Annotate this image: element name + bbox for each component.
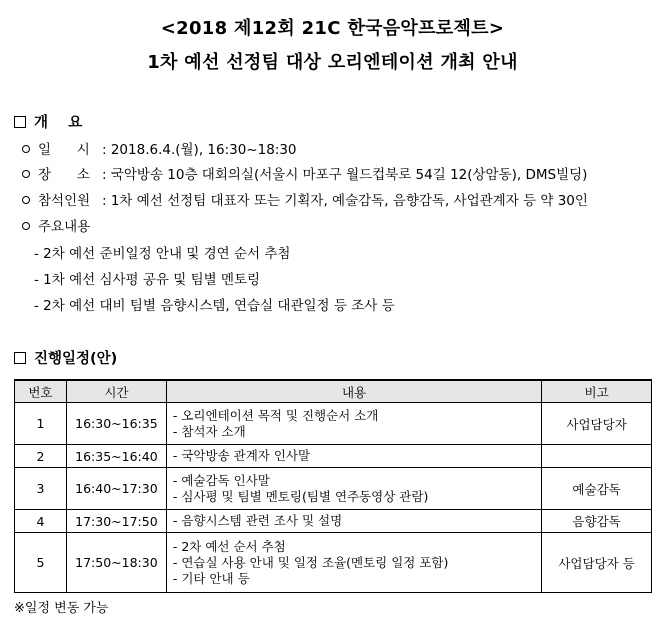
- schedule-heading-text: 진행일정(안): [34, 351, 118, 367]
- overview-item-attendees: [22, 189, 588, 209]
- content-line: - 국악방송 관계자 인사말: [172, 448, 311, 463]
- table-row: [15, 510, 652, 533]
- cell-no: 2: [15, 445, 67, 468]
- table-row: [15, 533, 652, 593]
- cell-no: 1: [15, 403, 67, 445]
- contents-sub-item-1: - 2차 예선 준비일정 안내 및 경연 순서 추첨: [34, 246, 291, 262]
- overview-item-place: [22, 163, 587, 183]
- schedule-heading: [14, 347, 117, 368]
- cell-content: [166, 468, 541, 510]
- item-value: : 국악방송 10층 대회의실(서울시 마포구 월드컵북로 54길 12(상암동), DMS빌딩): [102, 167, 588, 183]
- circle-bullet-icon: [22, 145, 30, 153]
- cell-note: [542, 445, 652, 468]
- content-line: - 2차 예선 순서 추첨: [172, 538, 286, 554]
- cell-content: [166, 510, 541, 533]
- table-row: [15, 403, 652, 445]
- table-row: [15, 445, 652, 468]
- cell-content: [166, 533, 541, 593]
- cell-note: 음향감독: [542, 510, 652, 533]
- content-line: - 예술감독 인사말: [172, 472, 270, 488]
- contents-sub-item-3: - 2차 예선 대비 팀별 음향시스템, 연습실 대관일정 등 조사 등: [34, 298, 395, 314]
- cell-note: 예술감독: [542, 468, 652, 510]
- cell-time: 16:30~16:35: [66, 403, 166, 445]
- circle-bullet-icon: [22, 170, 30, 178]
- checkbox-square-icon: [14, 116, 26, 128]
- item-label: 장 소: [38, 167, 90, 183]
- content-line: - 기타 안내 등: [172, 570, 250, 586]
- cell-time: 16:40~17:30: [66, 468, 166, 510]
- schedule-table: [14, 379, 652, 593]
- header-content: 내용: [166, 380, 541, 403]
- document-title: <2018 제12회 21C 한국음악프로젝트>: [160, 18, 505, 39]
- item-label: 참석인원: [38, 193, 91, 209]
- cell-time: 17:30~17:50: [66, 510, 166, 533]
- contents-sub-item-2: - 1차 예선 심사평 공유 및 팀별 멘토링: [34, 272, 261, 288]
- content-line: - 심사평 및 팀별 멘토링(팀별 연주동영상 관람): [172, 488, 429, 504]
- table-header-row: [15, 380, 652, 403]
- content-line: - 음향시스템 관련 조사 및 설명: [172, 513, 343, 528]
- item-label: 주요내용: [38, 219, 91, 235]
- overview-heading: [14, 111, 82, 132]
- cell-note: 사업담당자: [542, 403, 652, 445]
- item-value: : 1차 예선 선정팀 대표자 또는 기획자, 예술감독, 음향감독, 사업관계자 등 약 30인: [102, 193, 588, 209]
- table-row: [15, 468, 652, 510]
- cell-time: 16:35~16:40: [66, 445, 166, 468]
- footnote: ※일정 변동 가능: [14, 601, 109, 616]
- cell-no: 5: [15, 533, 67, 593]
- circle-bullet-icon: [22, 196, 30, 204]
- cell-note: 사업담당자 등: [542, 533, 652, 593]
- checkbox-square-icon: [14, 352, 26, 364]
- content-line: - 오리엔테이션 목적 및 진행순서 소개: [172, 407, 379, 423]
- content-line: - 연습실 사용 안내 및 일정 조율(멘토링 일정 포함): [172, 554, 449, 570]
- cell-content: [166, 403, 541, 445]
- item-value: : 2018.6.4.(월), 16:30~18:30: [102, 142, 297, 158]
- content-line: - 참석자 소개: [172, 423, 246, 439]
- cell-time: 17:50~18:30: [66, 533, 166, 593]
- header-note: 비고: [542, 380, 652, 403]
- cell-no: 3: [15, 468, 67, 510]
- header-no: 번호: [15, 380, 67, 403]
- overview-item-contents: [22, 215, 90, 235]
- item-label: 일 시: [38, 142, 90, 158]
- cell-content: [166, 445, 541, 468]
- overview-item-date: [22, 138, 297, 158]
- overview-heading-text: 개 요: [34, 115, 83, 131]
- document-subtitle: 1차 예선 선정팀 대상 오리엔테이션 개최 안내: [147, 52, 518, 73]
- header-time: 시간: [66, 380, 166, 403]
- circle-bullet-icon: [22, 222, 30, 230]
- cell-no: 4: [15, 510, 67, 533]
